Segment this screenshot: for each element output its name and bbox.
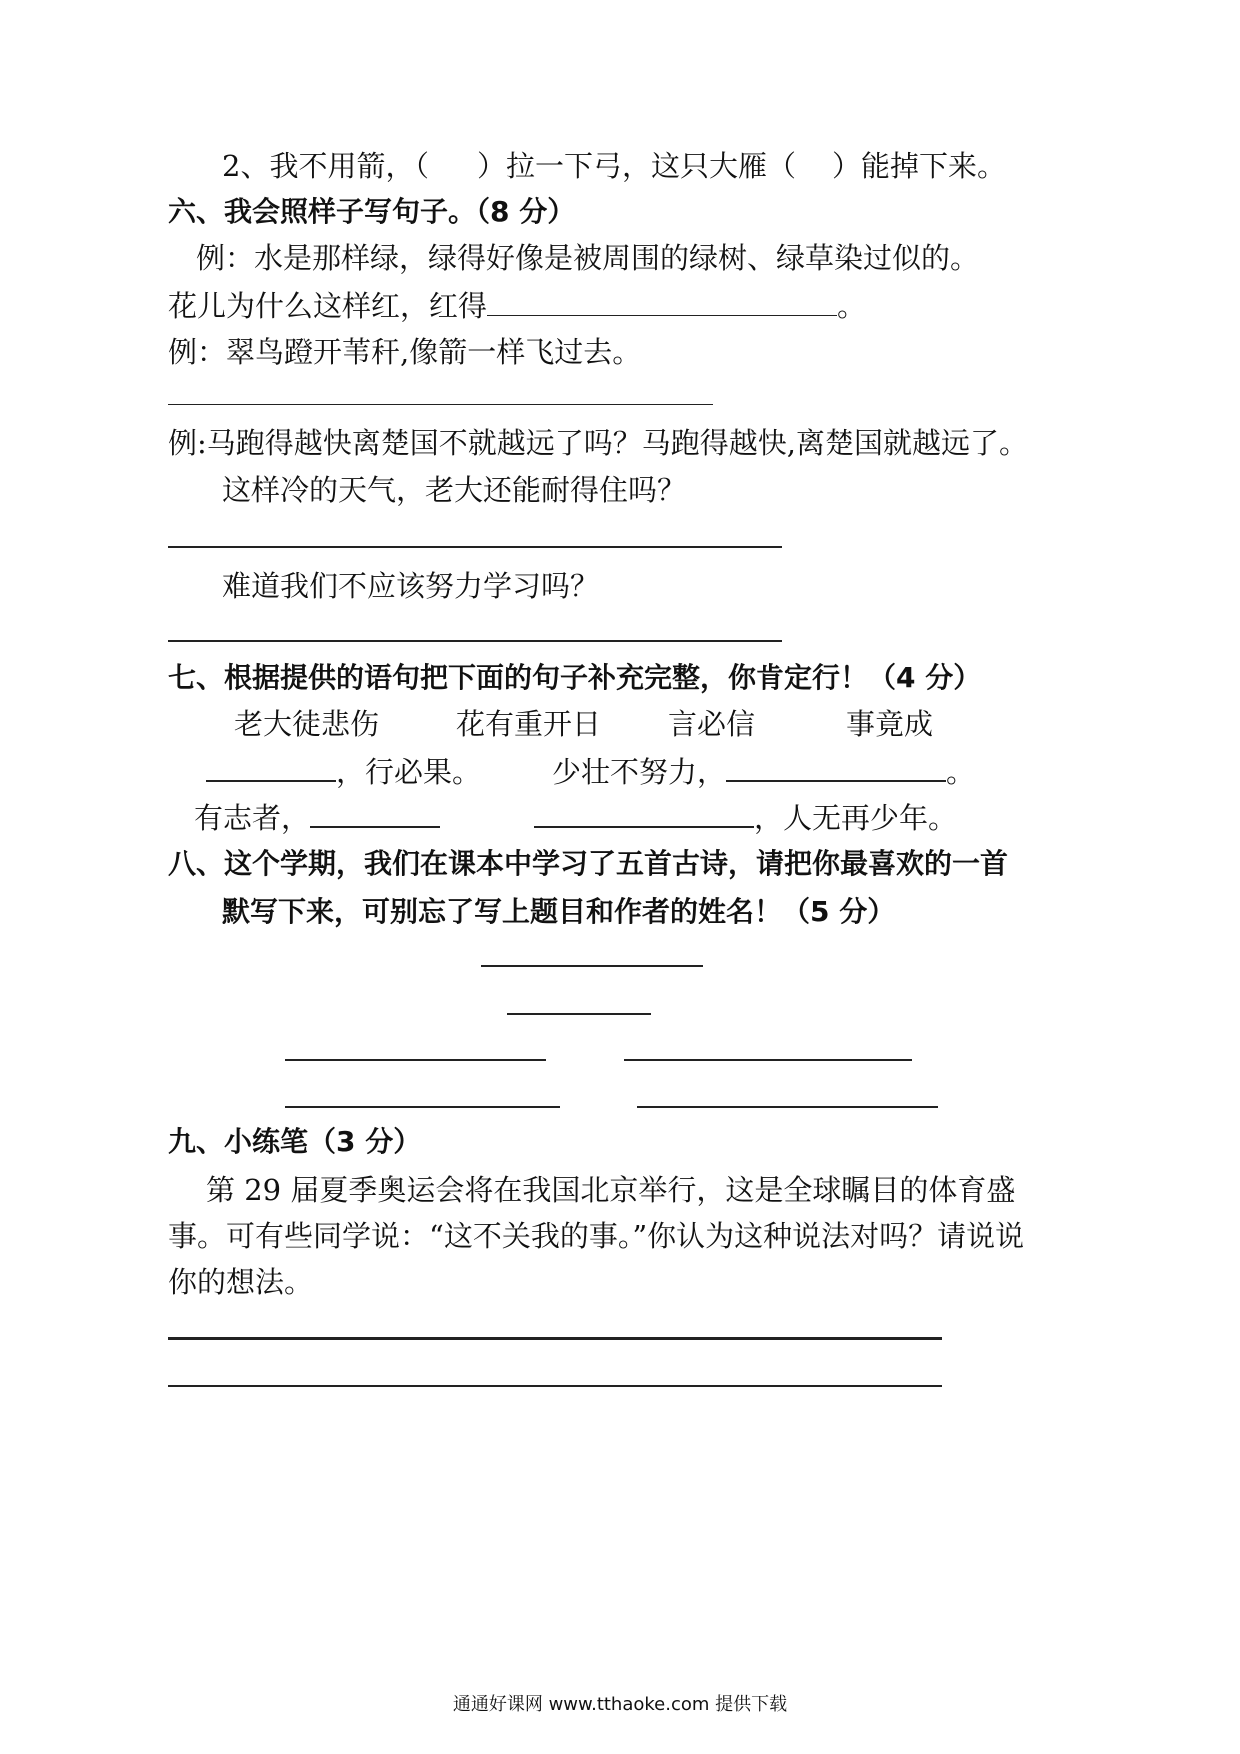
q7-sentence-4: ，人无再少年。 (534, 800, 957, 836)
answer-blank[interactable] (726, 758, 946, 782)
q7-option: 老大徒悲伤 (234, 707, 380, 741)
poem-author-line[interactable] (507, 1013, 651, 1015)
answer-line[interactable] (168, 1337, 942, 1340)
poem-line[interactable] (285, 1059, 546, 1061)
poem-title-line[interactable] (481, 965, 703, 967)
poem-line[interactable] (285, 1106, 560, 1108)
answer-line[interactable] (168, 640, 782, 642)
answer-blank[interactable] (534, 804, 754, 828)
q9-heading: 九、小练笔（3 分） (168, 1125, 422, 1158)
answer-line[interactable] (168, 1385, 942, 1387)
q9-paragraph-line: 第 29 届夏季奥运会将在我国北京举行，这是全球瞩目的体育盛 (206, 1173, 1016, 1207)
q6-heading: 六、我会照样子写句子。（8 分） (168, 195, 576, 228)
q9-paragraph-line: 你的想法。 (168, 1265, 314, 1299)
answer-line[interactable] (168, 546, 782, 548)
answer-blank[interactable] (310, 804, 440, 828)
poem-line[interactable] (624, 1059, 912, 1061)
poem-line[interactable] (637, 1106, 938, 1108)
q7-option: 言必信 (668, 707, 756, 741)
q6-example-3: 例:马跑得越快离楚国不就越远了吗？马跑得越快,离楚国就越远了。 (168, 426, 1028, 460)
q7-sentence-2: 少壮不努力， 。 (552, 755, 976, 789)
q6-example-1: 例：水是那样绿，绿得好像是被周围的绿树、绿草染过似的。 (196, 241, 980, 275)
q8-heading-line-2: 默写下来，可别忘了写上题目和作者的姓名！（5 分） (222, 895, 896, 928)
q7-sentence-3: 有志者， (194, 800, 440, 836)
q6-task-3a: 这样冷的天气，老大还能耐得住吗？ (222, 473, 687, 507)
q7-heading: 七、根据提供的语句把下面的句子补充完整，你肯定行！（4 分） (168, 661, 982, 694)
q6-task-1: 花儿为什么这样红，红得 。 (168, 289, 867, 323)
q7-option: 事竟成 (846, 707, 934, 741)
page-footer: 通通好课网 www.tthaoke.com 提供下载 (452, 1694, 788, 1715)
answer-blank[interactable] (206, 758, 336, 782)
answer-line[interactable] (168, 404, 713, 405)
q6-task-3b: 难道我们不应该努力学习吗？ (222, 569, 600, 603)
q5-item2: 2、我不用箭，（ ）拉一下弓，这只大雁（ ）能掉下来。 (222, 149, 1006, 183)
q7-sentence-1: ，行必果。 (206, 754, 481, 790)
q7-option: 花有重开日 (456, 707, 602, 741)
answer-blank[interactable] (487, 293, 837, 316)
q6-example-2: 例：翠鸟蹬开苇秆,像箭一样飞过去。 (168, 335, 642, 369)
q9-paragraph-line: 事。可有些同学说：“这不关我的事。”你认为这种说法对吗？请说说 (168, 1219, 1025, 1253)
q8-heading-line-1: 八、这个学期，我们在课本中学习了五首古诗，请把你最喜欢的一首 (168, 847, 1009, 880)
